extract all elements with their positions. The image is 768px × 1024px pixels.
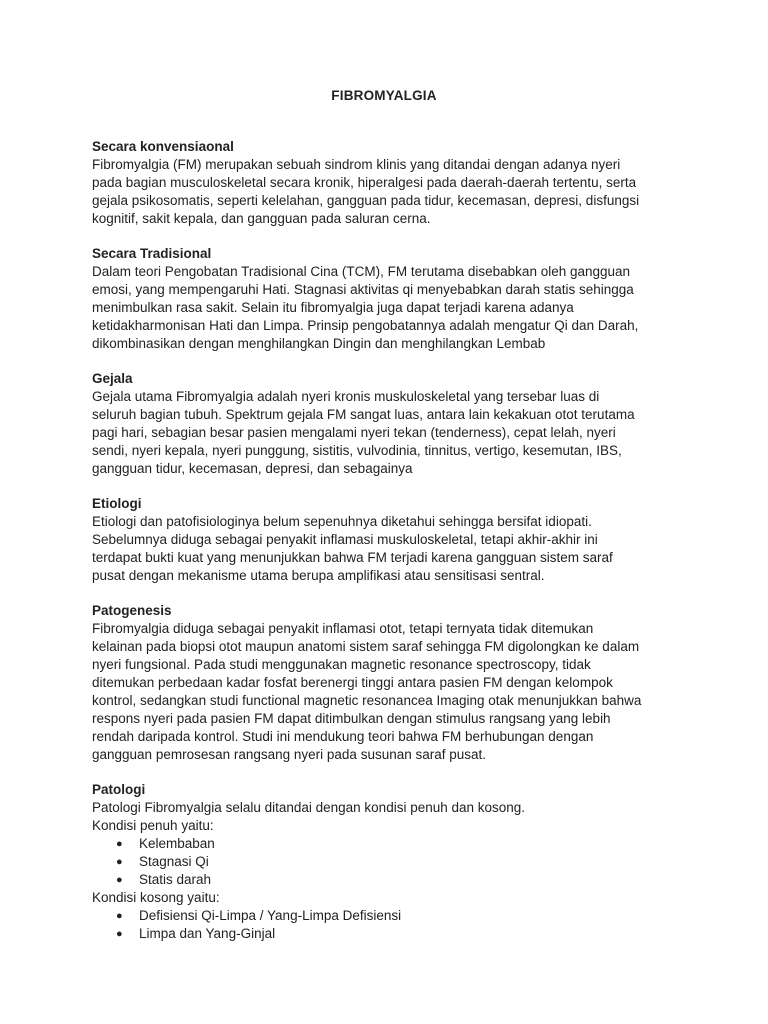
paragraph-line: respons nyeri pada pasien FM dapat ditimbulkan dengan stimulus rangsang yang lebih: [92, 711, 611, 726]
paragraph-line: terdapat bukti kuat yang menunjukkan bahwa FM terjadi karena gangguan sistem saraf: [92, 550, 613, 565]
section-paragraph: [92, 388, 682, 478]
section-heading: Secara Tradisional: [92, 246, 212, 261]
section-heading: Etiologi: [92, 496, 142, 511]
empty-condition-list: [92, 907, 682, 943]
paragraph-line: pagi hari, sebagian besar pasien mengalami nyeri tekan (tenderness), cepat lelah, nyeri: [92, 425, 616, 440]
section-paragraph: [92, 513, 682, 585]
paragraph-line: Fibromyalgia (FM) merupakan sebuah sindrom klinis yang ditandai dengan adanya nyeri: [92, 157, 621, 172]
paragraph-line: pada bagian musculoskeletal secara kronik, hiperalgesi pada daerah-daerah tertentu, serta: [92, 175, 637, 190]
paragraph-line: nyeri fungsional. Pada studi menggunakan magnetic resonance spectroscopy, tidak: [92, 657, 591, 672]
bullet-icon: ●: [116, 910, 123, 922]
section-paragraph: [92, 263, 682, 353]
paragraph-line: Sebelumnya diduga sebagai penyakit inflamasi muskuloskeletal, tetapi akhir-akhir ini: [92, 532, 598, 547]
list-item: [92, 853, 682, 871]
document-body: [92, 138, 682, 960]
paragraph-line: gangguan tidur, kecemasan, depresi, dan sebagainya: [92, 461, 413, 476]
empty-condition-label: Kondisi kosong yaitu:: [92, 890, 220, 905]
section-secara-konvensional: [92, 138, 682, 228]
section-heading: Secara konvensiaonal: [92, 139, 234, 154]
full-condition-list: [92, 835, 682, 889]
document-title: FIBROMYALGIA: [331, 88, 437, 103]
list-item-text: Stagnasi Qi: [139, 854, 209, 869]
paragraph-line: kognitif, sakit kepala, dan gangguan pada saluran cerna.: [92, 211, 431, 226]
patologi-intro: Patologi Fibromyalgia selalu ditandai dengan kondisi penuh dan kosong.: [92, 800, 526, 815]
paragraph-line: Dalam teori Pengobatan Tradisional Cina (TCM), FM terutama disebabkan oleh gangguan: [92, 264, 631, 279]
section-etiologi: [92, 495, 682, 585]
paragraph-line: Etiologi dan patofisiologinya belum sepenuhnya diketahui sehingga bersifat idiopati.: [92, 514, 592, 529]
list-item: [92, 871, 682, 889]
paragraph-line: Fibromyalgia diduga sebagai penyakit inflamasi otot, tetapi ternyata tidak ditemukan: [92, 621, 594, 636]
list-item-text: Limpa dan Yang-Ginjal: [139, 926, 276, 941]
section-heading: Gejala: [92, 371, 133, 386]
list-item-text: Kelembaban: [139, 836, 215, 851]
paragraph-line: sendi, nyeri kepala, nyeri punggung, sistitis, vulvodinia, tinnitus, vertigo, kesemutan, IBS,: [92, 443, 622, 458]
paragraph-line: ditemukan perbedaan kadar fosfat berenergi tinggi antara pasien FM dengan kelompok: [92, 675, 613, 690]
paragraph-line: kelainan pada biopsi otot maupun anatomi sistem saraf sehingga FM digolongkan ke dalam: [92, 639, 640, 654]
paragraph-line: dikombinasikan dengan menghilangkan Dingin dan menghilangkan Lembab: [92, 336, 546, 351]
paragraph-line: seluruh bagian tubuh. Spektrum gejala FM sangat luas, antara lain kekakuan otot terutama: [92, 407, 635, 422]
list-item: [92, 925, 682, 943]
section-patogenesis: [92, 602, 682, 764]
section-paragraph: [92, 156, 682, 228]
paragraph-line: emosi, yang mempengaruhi Hati. Stagnasi aktivitas qi menyebabkan darah statis sehingga: [92, 282, 634, 297]
paragraph-line: Gejala utama Fibromyalgia adalah nyeri kronis muskuloskeletal yang tersebar luas di: [92, 389, 600, 404]
bullet-icon: ●: [116, 838, 123, 850]
bullet-icon: ●: [116, 856, 123, 868]
section-heading: Patogenesis: [92, 603, 172, 618]
list-item: [92, 907, 682, 925]
paragraph-line: rendah daripada kontrol. Studi ini mendukung teori bahwa FM berhubungan dengan: [92, 729, 594, 744]
section-paragraph: [92, 620, 682, 764]
list-item-text: Statis darah: [139, 872, 212, 887]
paragraph-line: pusat dengan mekanisme utama berupa amplifikasi atau sensitisasi sentral.: [92, 568, 545, 583]
bullet-icon: ●: [116, 928, 123, 940]
section-secara-tradisional: [92, 245, 682, 353]
full-condition-label: Kondisi penuh yaitu:: [92, 818, 214, 833]
paragraph-line: gangguan pemrosesan rangsang nyeri pada susunan saraf pusat.: [92, 747, 487, 762]
section-gejala: [92, 370, 682, 478]
list-item: [92, 835, 682, 853]
paragraph-line: gejala psikosomatis, seperti kelelahan, gangguan pada tidur, kecemasan, depresi, disfungsi: [92, 193, 640, 208]
list-item-text: Defisiensi Qi-Limpa / Yang-Limpa Defisiensi: [139, 908, 402, 923]
paragraph-line: ketidakharmonisan Hati dan Limpa. Prinsip pengobatannya adalah mengatur Qi dan Darah,: [92, 318, 639, 333]
section-heading: Patologi: [92, 782, 146, 797]
bullet-icon: ●: [116, 874, 123, 886]
paragraph-line: menimbulkan rasa sakit. Selain itu fibromyalgia juga dapat terjadi karena adanya: [92, 300, 574, 315]
section-patologi: [92, 781, 682, 943]
paragraph-line: kontrol, sedangkan studi functional magnetic resonancea Imaging otak menunjukkan bahwa: [92, 693, 642, 708]
